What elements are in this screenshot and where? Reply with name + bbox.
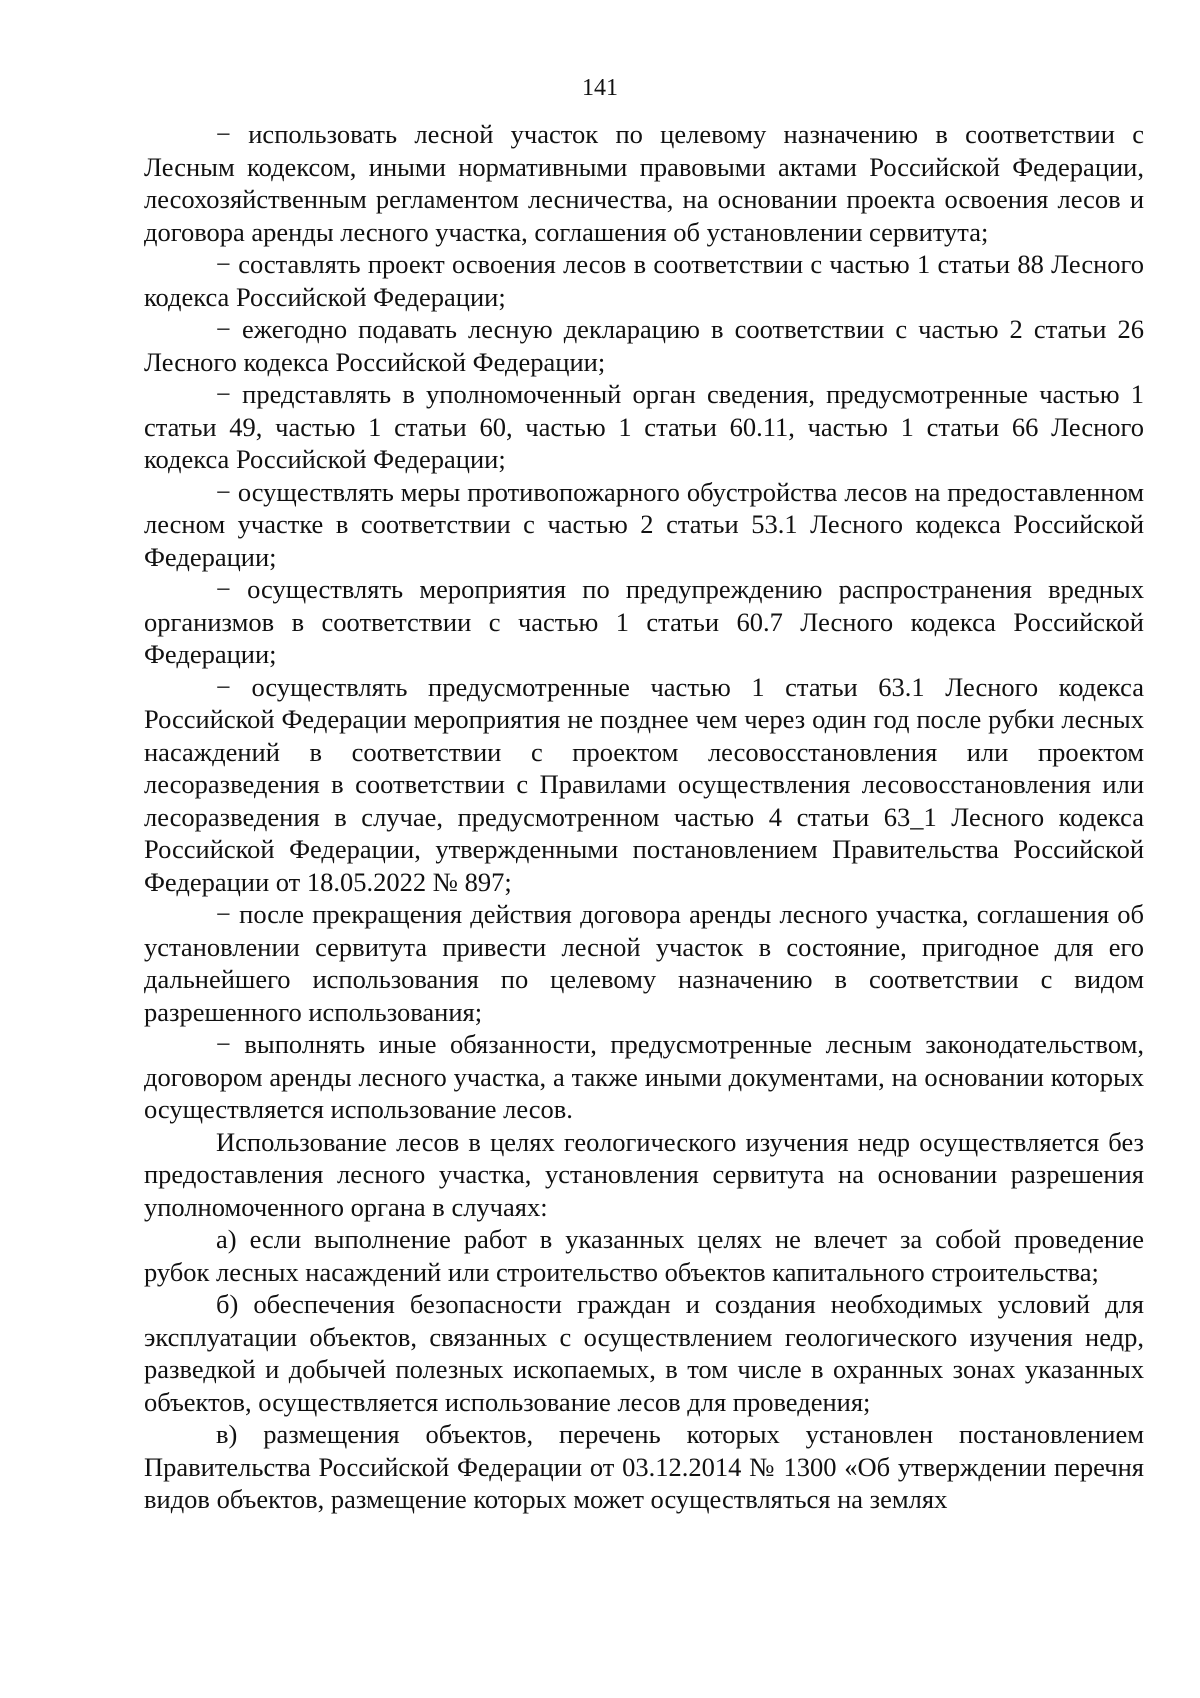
paragraph: − осуществлять предусмотренные частью 1 статьи 63.1 Лесного кодекса Российской Федерации мероприятия не позднее чем через один год после рубки лесных насаждений в соответствии с проектом лесовосстановления или проектом лесоразведения в соответствии с Правилами осуществления лесовосстановления или лесоразведения в случае, предусмотренном частью 4 статьи 63_1 Лесного кодекса Российской Федерации, утвержденными постановлением Правительства Российской Федерации от 18.05.2022 № 897; [144, 671, 1144, 897]
paragraph: − выполнять иные обязанности, предусмотренные лесным законодательством, договором аренды лесного участка, а также иными документами, на основании которых осуществляется использование лесов. [144, 1029, 1144, 1124]
paragraph: а) если выполнение работ в указанных целях не влечет за собой проведение рубок лесных насаждений или строительство объектов капитального строительства; [144, 1224, 1144, 1287]
paragraph: − осуществлять меры противопожарного обустройства лесов на предоставленном лесном участке в соответствии с частью 2 статьи 53.1 Лесного кодекса Российской Федерации; [144, 476, 1144, 572]
paragraph: в) размещения объектов, перечень которых установлен постановлением Правительства Российской Федерации от 03.12.2014 № 1300 «Об утверждении перечня видов объектов, размещение которых может осуществляться на землях [144, 1419, 1144, 1514]
paragraph: − после прекращения действия договора аренды лесного участка, соглашения об установлении сервитута привести лесной участок в состояние, пригодное для его дальнейшего использования по целевому назначению в соответствии с видом разрешенного использования; [144, 899, 1144, 1027]
document-body [144, 118, 1144, 1516]
paragraph: Использование лесов в целях геологического изучения недр осуществляется без предоставления лесного участка, установления сервитута на основании разрешения уполномоченного органа в случаях: [144, 1126, 1144, 1222]
page-number: 141 [582, 75, 618, 101]
paragraph: − осуществлять мероприятия по предупреждению распространения вредных организмов в соответствии с частью 1 статьи 60.7 Лесного кодекса Российской Федерации; [144, 574, 1144, 669]
paragraph: − представлять в уполномоченный орган сведения, предусмотренные частью 1 статьи 49, частью 1 статьи 60, частью 1 статьи 60.11, частью 1 статьи 66 Лесного кодекса Российской Федерации; [144, 379, 1144, 474]
paragraph: − использовать лесной участок по целевому назначению в соответствии с Лесным кодексом, иными нормативными правовыми актами Российской Федерации, лесохозяйственным регламентом лесничества, на основании проекта освоения лесов и договора аренды лесного участка, соглашения об установлении сервитута; [144, 119, 1144, 247]
paragraph: − составлять проект освоения лесов в соответствии с частью 1 статьи 88 Лесного кодекса Российской Федерации; [144, 249, 1144, 312]
paragraph: − ежегодно подавать лесную декларацию в соответствии с частью 2 статьи 26 Лесного кодекса Российской Федерации; [144, 314, 1144, 377]
paragraph: б) обеспечения безопасности граждан и создания необходимых условий для эксплуатации объектов, связанных с осуществлением геологического изучения недр, разведкой и добычей полезных ископаемых, в том числе в охранных зонах указанных объектов, осуществляется использование лесов для проведения; [144, 1289, 1144, 1417]
